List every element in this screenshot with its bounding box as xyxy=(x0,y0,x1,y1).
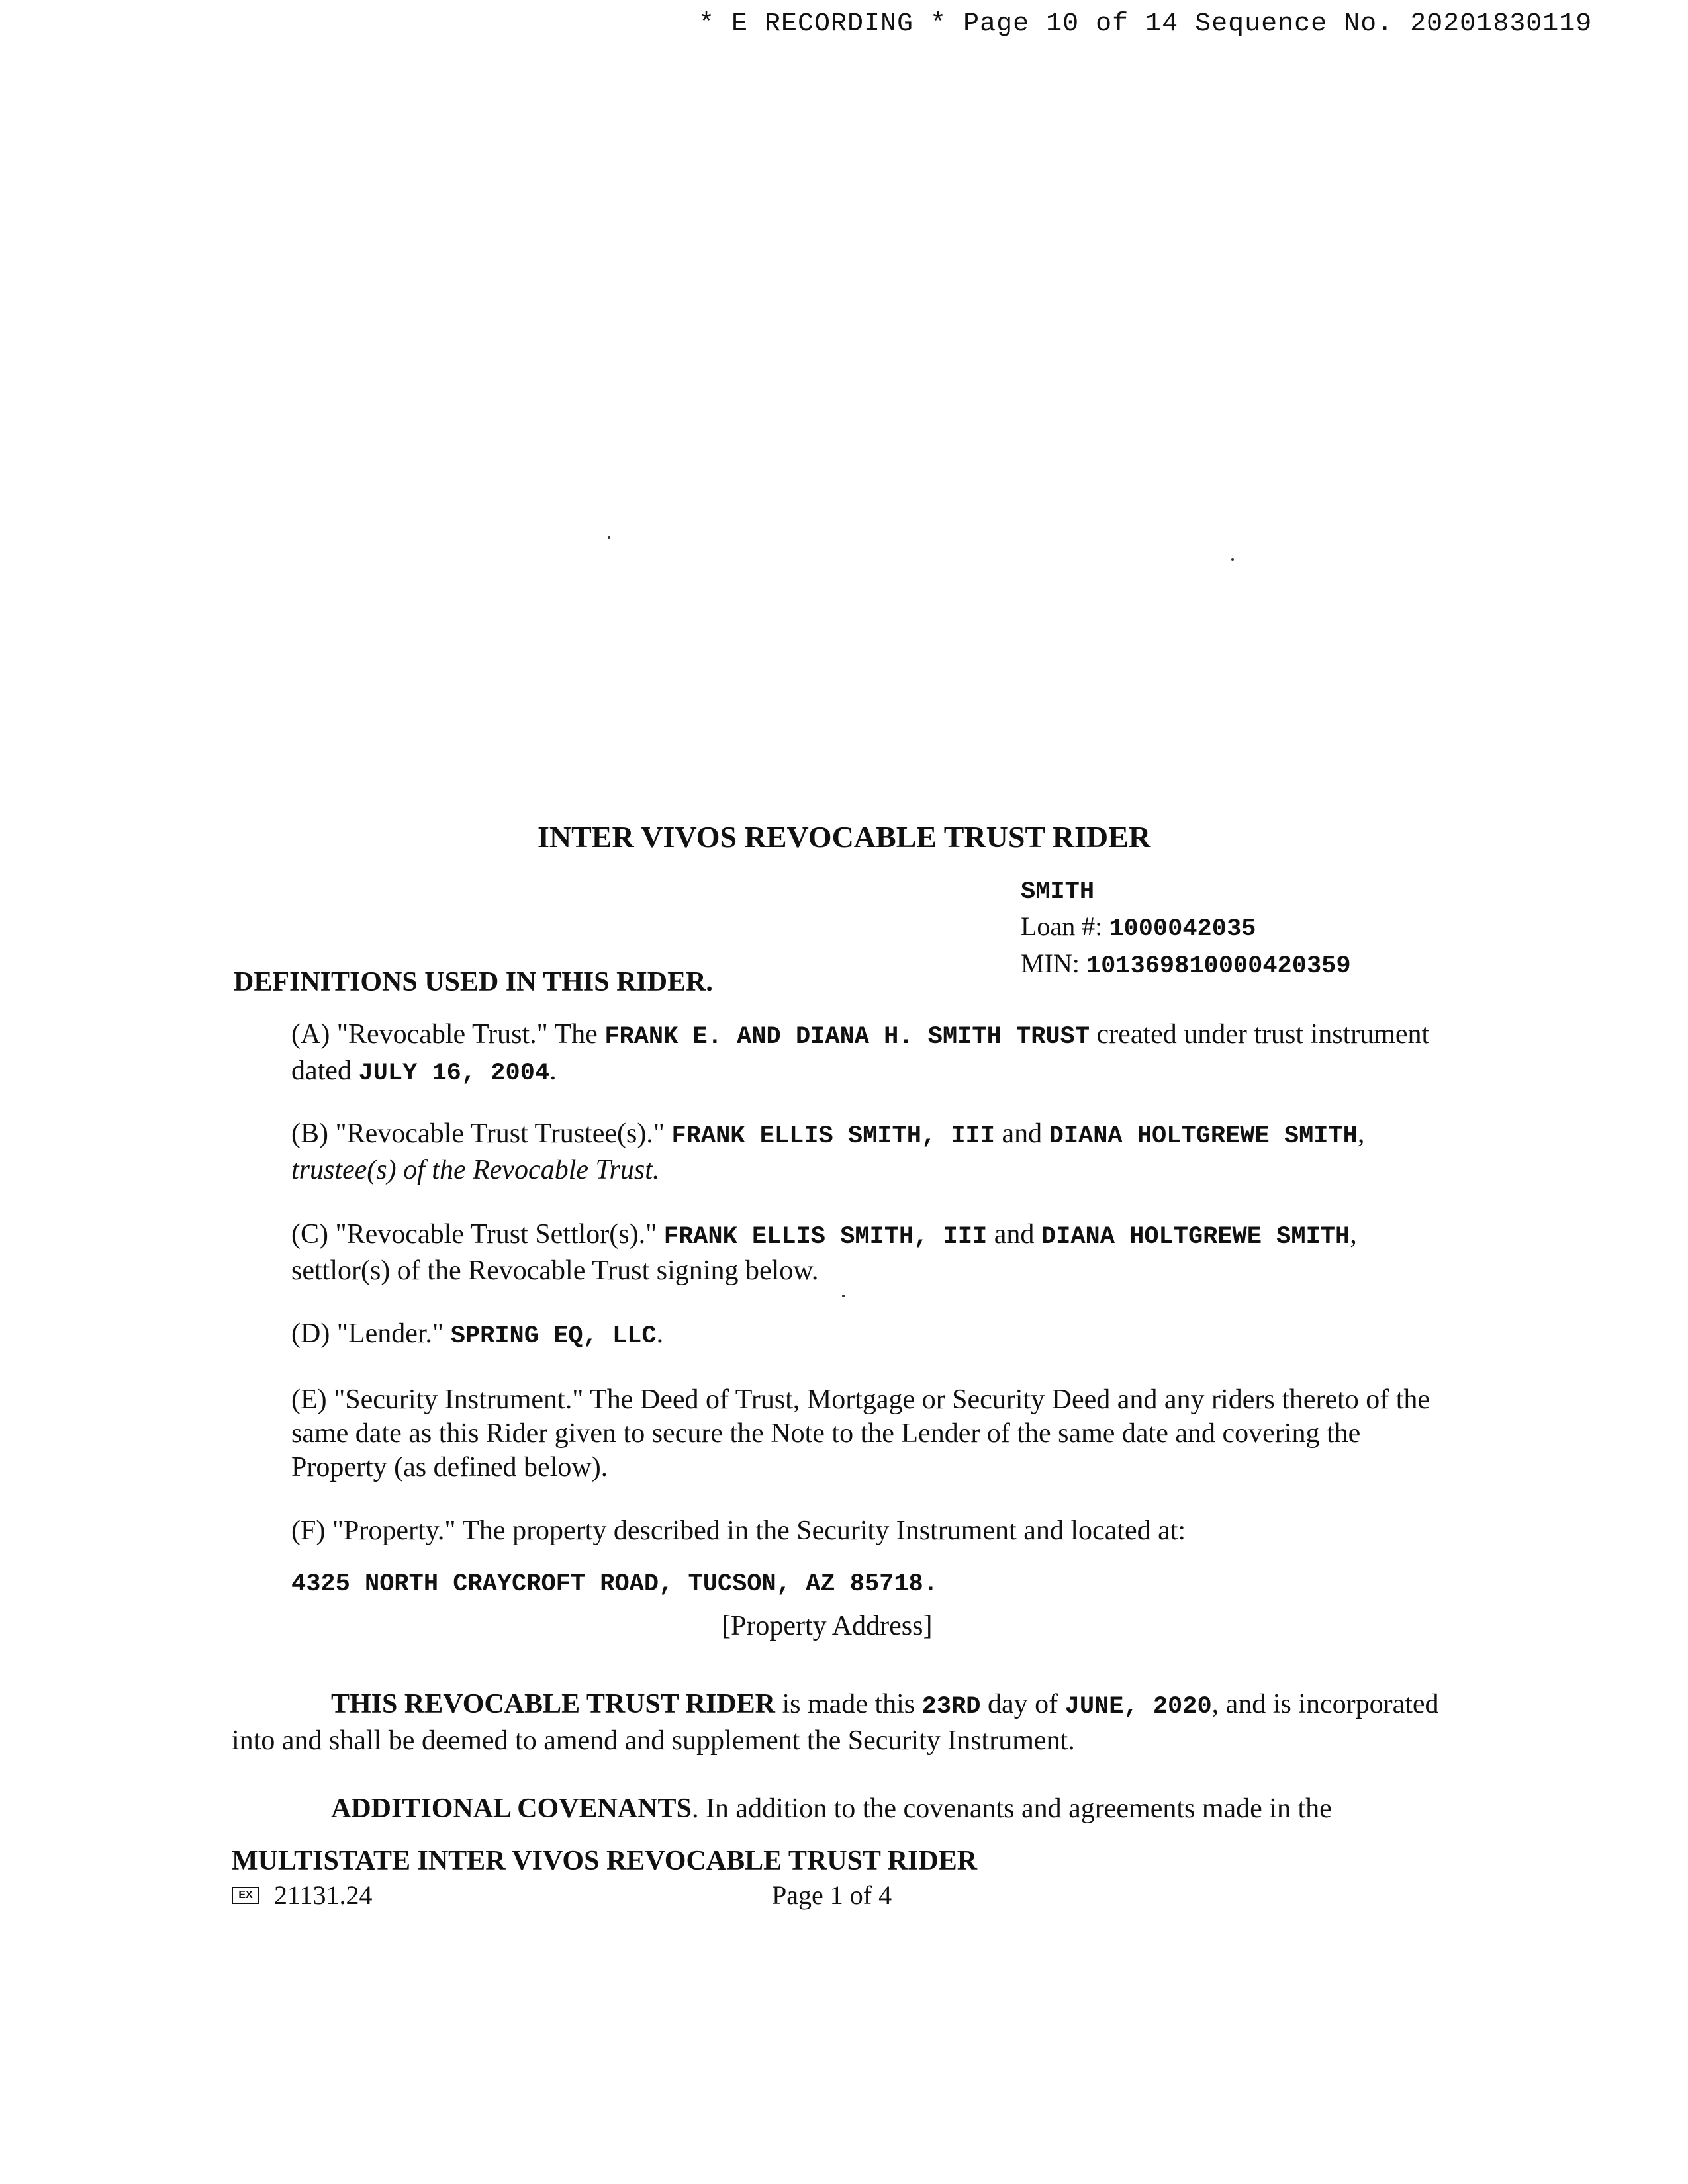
settlor-name-1: FRANK ELLIS SMITH, III xyxy=(663,1223,988,1251)
definition-d: (D) "Lender." SPRING EQ, LLC. xyxy=(291,1318,664,1350)
definition-a: (A) "Revocable Trust." The FRANK E. AND DIANA H. SMITH TRUST created under trust instrument dated JULY 16, 2004. xyxy=(291,1019,1430,1087)
recording-header: * E RECORDING * Page 10 of 14 Sequence No. 20201830119 xyxy=(698,9,1593,39)
definition-f: (F) "Property." The property described in the Security Instrument and located at: xyxy=(291,1516,1186,1546)
document-title: INTER VIVOS REVOCABLE TRUST RIDER xyxy=(537,820,1151,854)
rider-day: 23RD xyxy=(921,1693,981,1721)
scan-speck xyxy=(608,536,610,539)
borrower-name: SMITH xyxy=(1021,878,1095,906)
borrower-block xyxy=(1021,872,1351,983)
additional-covenants-paragraph: ADDITIONAL COVENANTS. In addition to the covenants and agreements made in the xyxy=(331,1794,1332,1824)
scan-speck xyxy=(1231,558,1234,561)
lender-name: SPRING EQ, LLC xyxy=(450,1322,657,1350)
footer-form-title: MULTISTATE INTER VIVOS REVOCABLE TRUST RIDER xyxy=(232,1846,978,1876)
scan-speck xyxy=(842,1295,845,1297)
loan-number: 1000042035 xyxy=(1109,915,1256,943)
trust-name: FRANK E. AND DIANA H. SMITH TRUST xyxy=(604,1023,1090,1051)
property-address-caption: [Property Address] xyxy=(722,1611,933,1641)
trust-date: JULY 16, 2004 xyxy=(358,1060,550,1087)
definitions-heading: DEFINITIONS USED IN THIS RIDER. xyxy=(234,967,713,997)
trustee-name-2: DIANA HOLTGREWE SMITH xyxy=(1049,1122,1358,1150)
rider-month-year: JUNE, 2020 xyxy=(1064,1693,1212,1721)
property-address: 4325 NORTH CRAYCROFT ROAD, TUCSON, AZ 85718. xyxy=(291,1570,938,1598)
definition-b: (B) "Revocable Trust Trustee(s)." FRANK ELLIS SMITH, III and DIANA HOLTGREWE SMITH, trustee(s) of the Revocable Trust. xyxy=(291,1118,1365,1185)
loan-number-line: Loan #: 1000042035 xyxy=(1021,911,1256,943)
footer-form-code: EX 21131.24 xyxy=(232,1880,373,1911)
form-logo-icon: EX xyxy=(232,1887,259,1904)
footer-page-number: Page 1 of 4 xyxy=(772,1880,892,1910)
trustee-name-1: FRANK ELLIS SMITH, III xyxy=(671,1122,995,1150)
definition-e: (E) "Security Instrument." The Deed of Trust, Mortgage or Security Deed and any riders thereto of the same date as this Rider given to secure the Note to the Lender of the same date and covering the Property (as defined below). xyxy=(291,1385,1430,1482)
min-line: MIN: 101369810000420359 xyxy=(1021,948,1351,980)
min-number: 101369810000420359 xyxy=(1086,952,1351,980)
rider-date-paragraph: THIS REVOCABLE TRUST RIDER is made this 23RD day of JUNE, 2020, and is incorporated into and shall be deemed to amend and supplement the Security Instrument. xyxy=(232,1689,1439,1756)
settlor-name-2: DIANA HOLTGREWE SMITH xyxy=(1041,1223,1350,1251)
definition-c: (C) "Revocable Trust Settlor(s)." FRANK ELLIS SMITH, III and DIANA HOLTGREWE SMITH, settlor(s) of the Revocable Trust signing below. xyxy=(291,1219,1357,1286)
